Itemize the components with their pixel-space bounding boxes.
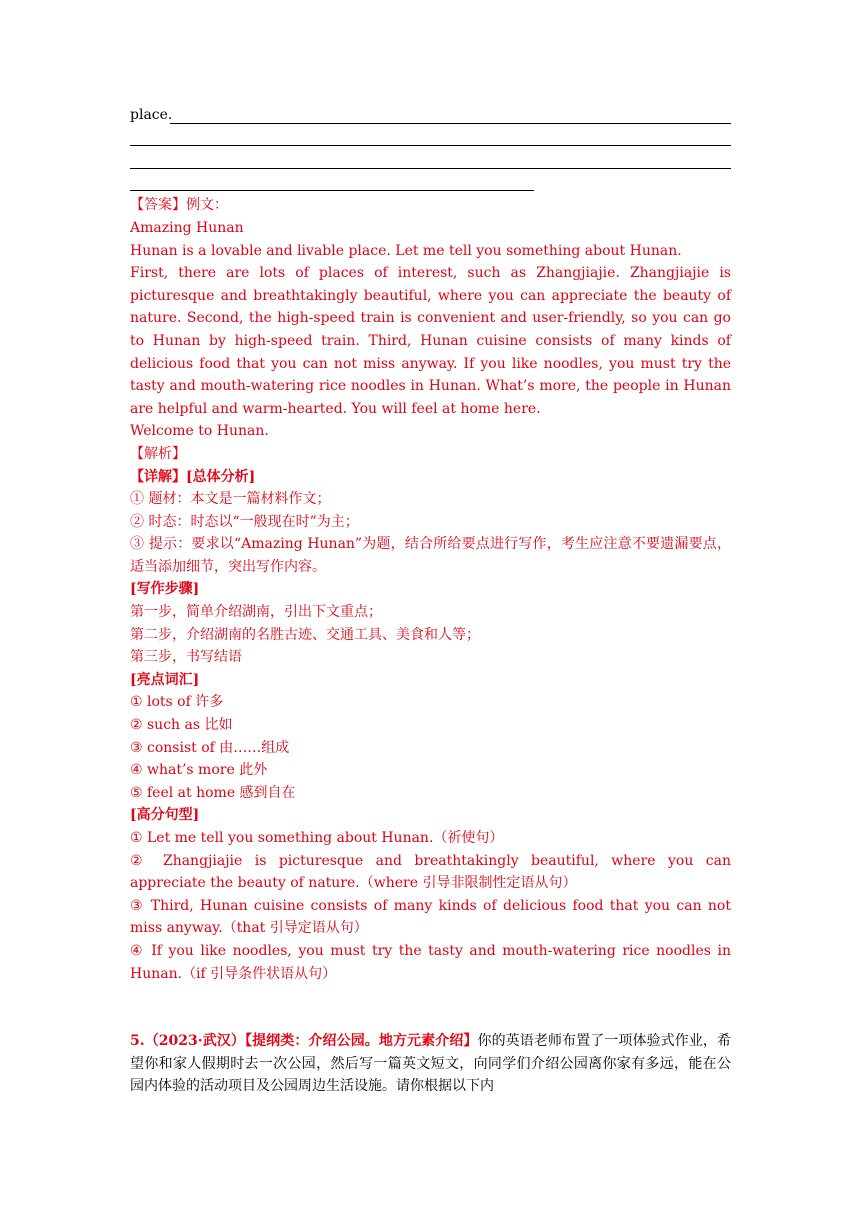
overall-2: ② 时态：时态以“一般现在时”为主； — [130, 513, 359, 530]
steps-label: [写作步骤] — [130, 581, 200, 598]
step-2: 第二步，介绍湖南的名胜古迹、交通工具、美食和人等； — [130, 626, 480, 643]
vocab-label: [亮点词汇] — [130, 671, 200, 688]
detail-label: 【详解】[总体分析] — [130, 468, 256, 485]
essay-intro: Hunan is a lovable and livable place. Let me tell you something about Hunan. — [130, 242, 682, 259]
step-1: 第一步，简单介绍湖南，引出下文重点； — [130, 604, 382, 621]
sentence-item: ① Let me tell you something about Hunan.（祈使句） — [130, 830, 504, 846]
essay-closing: Welcome to Hunan. — [130, 423, 269, 440]
essay-body: First, there are lots of places of interest, such as Zhangjiajie. Zhangjiajie is picturesque and breathtakingly beautiful, where you can appreciate the beauty of nature. Second, the high-speed train is convenient and user-friendly, so you can go to Hunan by high-speed train. Third, Hunan cuisine consists of many kinds of delicious food that you can not miss anyway. If you like noodles, you must try the tasty and mouth-watering rice noodles in Hunan. What’s more, the people in Hunan are helpful and warm-hearted. You will feel at home here. — [130, 265, 731, 417]
answer-line-1 — [130, 104, 731, 127]
vocab-item: ④ what’s more 此外 — [130, 762, 268, 779]
vocab-item: ② such as 比如 — [130, 717, 233, 734]
overall-3: ③ 提示：要求以“Amazing Hunan”为题，结合所给要点进行写作，考生应注意不要遗漏要点，适当添加细节，突出写作内容。 — [130, 536, 731, 575]
vocab-item: ① lots of 许多 — [130, 694, 224, 711]
place-text: place. — [130, 107, 173, 123]
sentence-label: [高分句型] — [130, 807, 200, 824]
step-3: 第三步，书写结语 — [130, 649, 242, 666]
sentence-item: ④ If you like noodles, you must try the tasty and mouth-watering rice noodles in Hunan.（if 引导条件状语从句） — [130, 942, 731, 982]
underline — [130, 168, 731, 169]
underline — [130, 190, 534, 191]
sentence-item: ② Zhangjiajie is picturesque and breathtakingly beautiful, where you can appreciate the beauty of nature.（where 引导非限制性定语从句） — [130, 852, 731, 892]
underline — [130, 145, 731, 146]
vocab-item: ⑤ feel at home 感到自在 — [130, 784, 296, 801]
sentence-item: ③ Third, Hunan cuisine consists of many kinds of delicious food that you can not miss anyway.（that 引导定语从句） — [130, 897, 731, 937]
overall-1: ① 题材：本文是一篇材料作文； — [130, 491, 331, 508]
answer-line-3 — [130, 149, 731, 172]
essay-title: Amazing Hunan — [130, 219, 244, 236]
answer-line-4 — [130, 172, 731, 195]
question-5-text: 你的英语老师布置了一项体验式作业，希望你和家人假期时去一次公园，然后写一篇英文短文，向同学们介绍公园离你家有多远，能在公园内体验的活动项目及公园周边生活设施。请你根据以下内 — [130, 1033, 732, 1095]
answer-line-2 — [130, 127, 731, 150]
question-5-tag: 5.（2023·武汉）【提纲类：介绍公园。地方元素介绍】 — [130, 1033, 478, 1050]
underline — [170, 123, 731, 124]
spacer — [130, 985, 731, 1030]
question-5 — [130, 1030, 731, 1098]
vocab-item: ③ consist of 由……组成 — [130, 739, 290, 756]
analysis-label: 【解析】 — [130, 445, 186, 462]
document-page — [130, 104, 731, 1098]
answer-label: 【答案】例文： — [130, 197, 228, 214]
